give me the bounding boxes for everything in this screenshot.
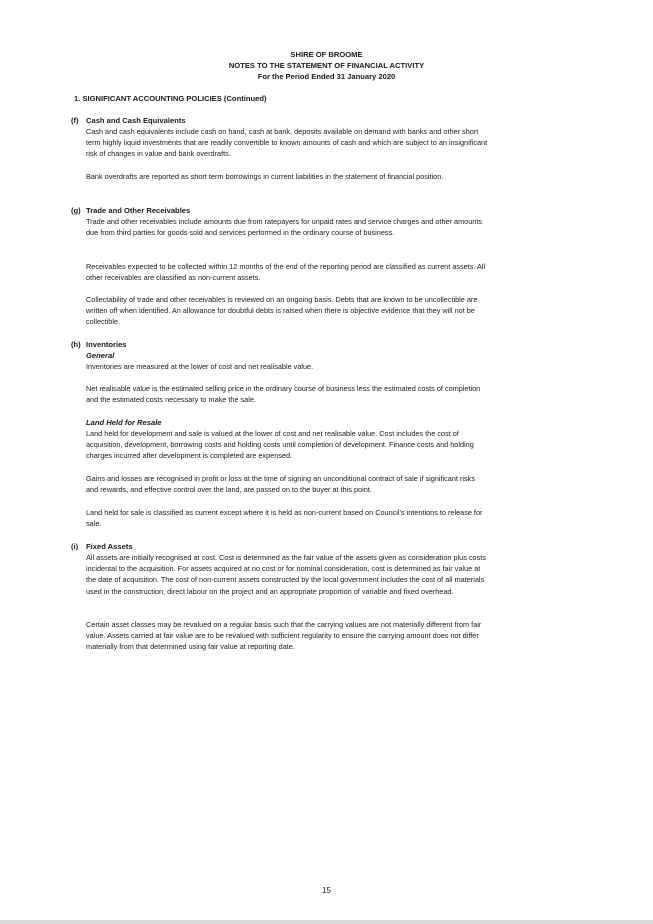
section-h-paragraph-2: Net realisable value is the estimated selling price in the ordinary course of business less the estimated costs of completion and the estimated costs necessary to make the sale. xyxy=(86,384,481,405)
section-h-subheading-land: Land Held for Resale xyxy=(86,418,162,427)
section-g-paragraph-1: Trade and other receivables include amounts due from ratepayers for unpaid rates and service charges and other amounts due from third parties for goods sold and services performed in the ordinary course of business. xyxy=(86,217,483,238)
section-h-subheading-general: General xyxy=(86,351,115,360)
section-i-letter: (i) xyxy=(71,542,79,551)
section-g-paragraph-3: Collectability of trade and other receivables is reviewed on an ongoing basis. Debts that are known to be uncollectible are written off when identified. An allowance for doubtful debts is raised when there is objective evidence that they will not be collectible. xyxy=(86,295,478,327)
section-f-letter: (f) xyxy=(71,116,79,125)
report-period: For the Period Ended 31 January 2020 xyxy=(257,72,396,81)
section-h-paragraph-3: Land held for development and sale is valued at the lower of cost and net realisable value. Cost includes the cost of acquisition, development, borrowing costs and holding costs until completion of development. Finance costs and holding charges incurred after development is completed are expensed. xyxy=(86,429,474,461)
section-h-letter: (h) xyxy=(71,340,81,349)
report-title: NOTES TO THE STATEMENT OF FINANCIAL ACTIVITY xyxy=(228,61,425,70)
page-number: 15 xyxy=(322,886,331,895)
report-entity: SHIRE OF BROOME xyxy=(290,50,363,59)
section-f-paragraph-1: Cash and cash equivalents include cash on hand, cash at bank, deposits available on demand with banks and other short term highly liquid investments that are readily convertible to known amounts of cash and which are subject to an insignificant risk of changes in value and bank overdrafts. xyxy=(86,127,488,159)
section-f-title: Cash and Cash Equivalents xyxy=(86,116,186,125)
section-i-paragraph-2: Certain asset classes may be revalued on a regular basis such that the carrying values are not materially different from fair value. Assets carried at fair value are to be revalued with sufficient regularity to ensure the carrying amount does not differ materially from that determined using fair value at reporting date. xyxy=(86,620,482,652)
section-h-paragraph-1: Inventories are measured at the lower of cost and net realisable value. xyxy=(86,362,314,371)
section-h-paragraph-5: Land held for sale is classified as current except where it is held as non-current based on Council's intentions to release for sale. xyxy=(86,508,483,529)
section-g-paragraph-2: Receivables expected to be collected within 12 months of the end of the reporting period are classified as current assets. All other receivables are classified as non-current assets. xyxy=(86,262,486,283)
section-g-letter: (g) xyxy=(71,206,81,215)
section-i-title: Fixed Assets xyxy=(86,542,133,551)
section-f-paragraph-2: Bank overdrafts are reported as short term borrowings in current liabilities in the statement of financial position. xyxy=(86,172,444,181)
section-g-title: Trade and Other Receivables xyxy=(86,206,191,215)
section-i-paragraph-1: All assets are initially recognised at cost. Cost is determined as the fair value of the assets given as consideration plus costs incidental to the acquisition. For assets acquired at no cost or for nominal consideration, cost is determined as fair value at the date of acquisition. The cost of non-current assets constructed by the local government includes the cost of all materials used in the construction, direct labour on the project and an appropriate proportion of variable and fixed overhead. xyxy=(86,553,486,596)
section-heading: 1. SIGNIFICANT ACCOUNTING POLICIES (Continued) xyxy=(74,94,267,103)
page-bottom-edge xyxy=(0,920,653,924)
section-h-title: Inventories xyxy=(86,340,127,349)
section-h-paragraph-4: Gains and losses are recognised in profit or loss at the time of signing an unconditional contract of sale if significant risks and rewards, and effective control over the land, are passed on to the buyer at this point. xyxy=(86,474,475,495)
